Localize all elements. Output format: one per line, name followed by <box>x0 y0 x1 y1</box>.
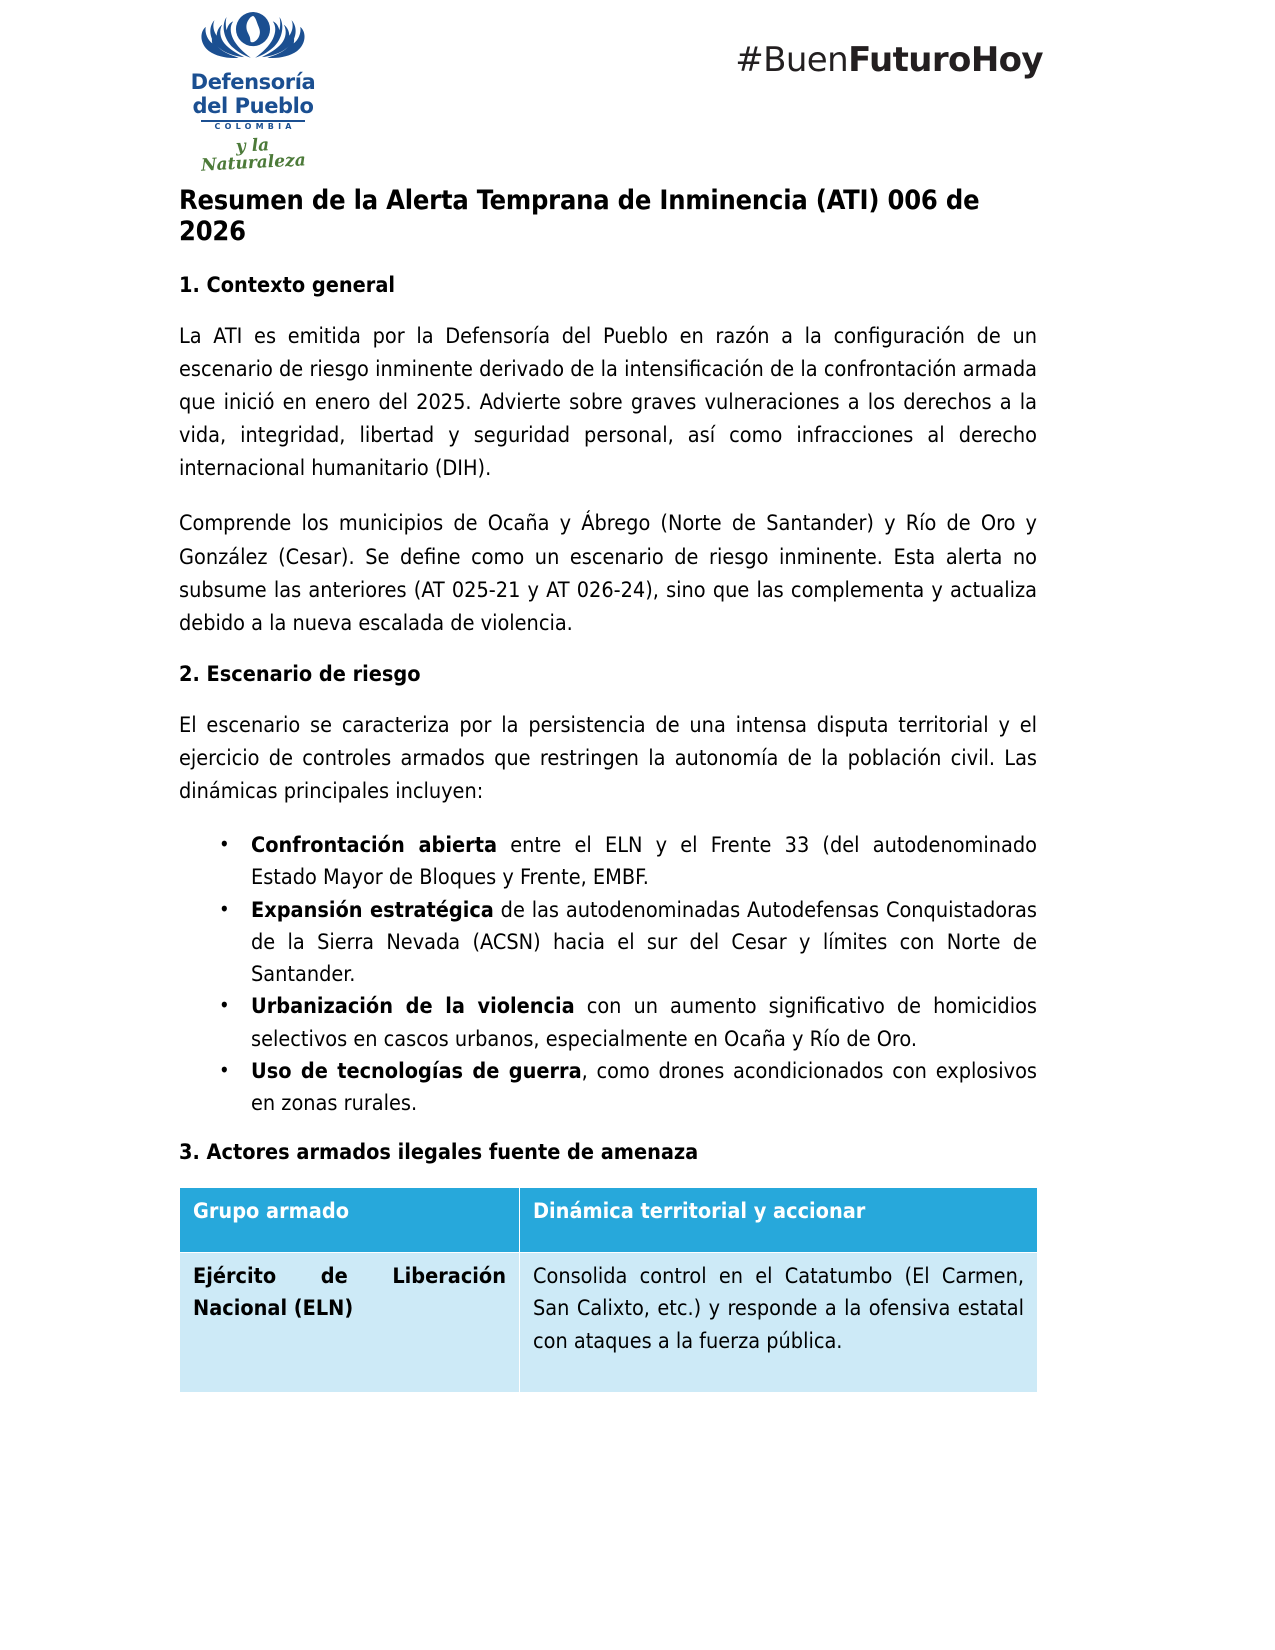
list-item-lead: Expansión estratégica <box>251 897 494 923</box>
page-title: Resumen de la Alerta Temprana de Inminencia (ATI) 006 de 2026 <box>179 185 980 248</box>
table-row <box>180 1253 1038 1393</box>
column-header-grupo-armado: Grupo armado <box>180 1188 520 1253</box>
paragraph-1-1: La ATI es emitida por la Defensoría del Pueblo en razón a la configuración de un escenario de riesgo inminente derivado de la intensificación de la confrontación armada que inició en enero del 2025. Advierte sobre graves vulneraciones a los derechos a la vida, integridad, libertad y seguridad personal, así como infracciones al derecho internacional humanitario (DIH). <box>179 323 1037 482</box>
hands-and-colombia-map-emblem-icon <box>198 8 308 70</box>
paragraph-2-1: El escenario se caracteriza por la persistencia de una intensa disputa territorial y el ejercicio de controles armados que restringen la autonomía de la población civil. Las dinámicas principales incluyen: <box>179 712 1037 804</box>
list-item <box>251 830 1037 895</box>
list-item <box>251 895 1037 992</box>
list-item-text: de las autodenominadas Autodefensas Conquistadoras de la Sierra Nevada (ACSN) hacia el sur del Cesar y límites con Norte de Santander. <box>251 897 1037 987</box>
page-header <box>0 0 1275 176</box>
hashtag-bold-part: FuturoHoy <box>848 40 1043 80</box>
logo-line-2: del Pueblo <box>192 93 314 118</box>
logo-country-label: COLOMBIA <box>214 121 296 131</box>
section-heading-3: 3. Actores armados ilegales fuente de amenaza <box>179 1140 699 1166</box>
table-header-row <box>180 1188 1038 1253</box>
list-item-lead: Confrontación abierta <box>251 833 497 858</box>
list-item-lead: Uso de tecnologías de guerra <box>251 1058 582 1084</box>
hashtag-light-part: #Buen <box>735 40 849 80</box>
cell-grupo-armado: Ejército de Liberación Nacional (ELN) <box>180 1253 520 1393</box>
defensoria-logo <box>183 8 323 176</box>
section-heading-1: 1. Contexto general <box>179 273 395 299</box>
section-heading-2: 2. Escenario de riesgo <box>179 661 421 687</box>
document-body <box>179 185 1037 1393</box>
logo-tagline: y la Naturaleza <box>200 134 307 176</box>
risk-dynamics-list <box>179 830 1037 1120</box>
list-item-text: con un aumento significativo de homicidios selectivos en cascos urbanos, especialmente en Ocaña y Río de Oro. <box>251 994 1037 1052</box>
cell-dinamica: Consolida control en el Catatumbo (El Carmen, San Calixto, etc.) y responde a la ofensiva estatal con ataques a la fuerza pública. <box>520 1253 1038 1393</box>
list-item-lead: Urbanización de la violencia <box>251 994 575 1020</box>
campaign-hashtag <box>735 40 1043 80</box>
list-item-text: , como drones acondicionados con explosivos en zonas rurales. <box>251 1058 1037 1116</box>
column-header-dinamica: Dinámica territorial y accionar <box>520 1188 1038 1253</box>
list-item <box>251 1056 1037 1121</box>
logo-line-1: Defensoría <box>190 70 316 94</box>
list-item-text: entre el ELN y el Frente 33 (del autodenominado Estado Mayor de Bloques y Frente, EMBF. <box>251 833 1037 891</box>
paragraph-1-2: Comprende los municipios de Ocaña y Ábrego (Norte de Santander) y Río de Oro y González (Cesar). Se define como un escenario de riesgo inminente. Esta alerta no subsume las anteriores (AT 025-21 y AT 026-24), sino que las complementa y actualiza debido a la nueva escalada de violencia. <box>179 511 1037 636</box>
list-item <box>251 991 1037 1056</box>
armed-actors-table <box>179 1187 1038 1393</box>
